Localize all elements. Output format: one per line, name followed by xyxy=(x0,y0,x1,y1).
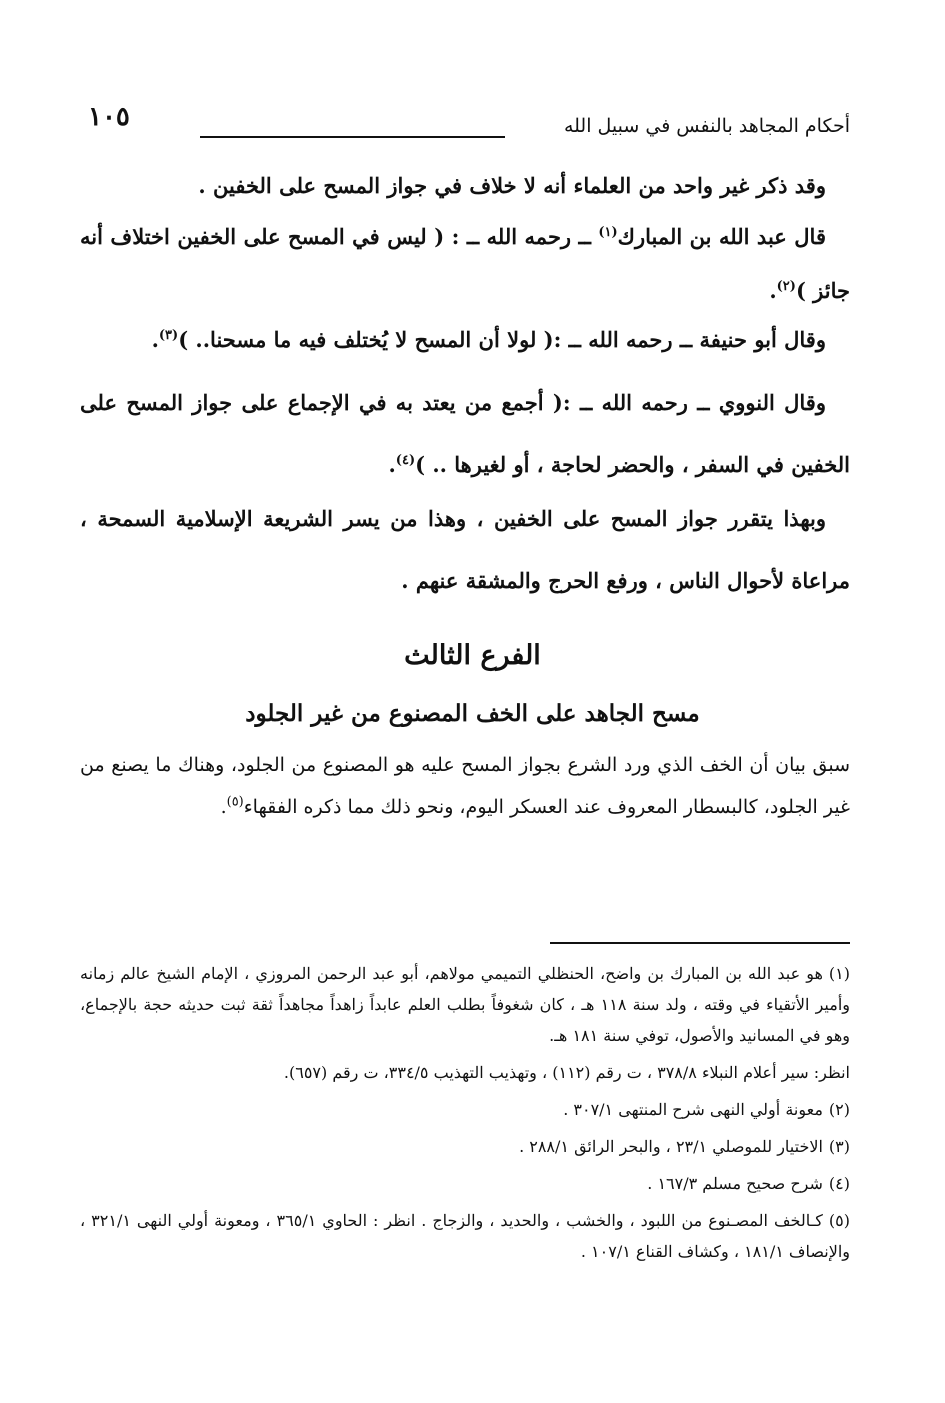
footnote-number: (٣) xyxy=(828,1137,850,1156)
footnote-1 xyxy=(80,958,850,1051)
paragraph-text: قال عبد الله بن المبارك xyxy=(617,224,826,249)
running-title: أحكام المجاهد بالنفس في سبيل الله xyxy=(563,115,850,137)
footnote-text: انظر: سير أعلام النبلاء ٣٧٨/٨ ، ت رقم (١١٢) ، وتهذيب التهذيب ٣٣٤/٥، ت رقم (٦٥٧). xyxy=(283,1063,850,1082)
paragraph-end: . xyxy=(769,278,777,303)
section-heading: الفرع الثالث xyxy=(404,640,541,671)
paragraph-non-leather-khuff xyxy=(80,744,850,828)
paragraph-text: وقال النووي ــ رحمه الله ــ :( أجمع من يعتد به في الإجماع على جواز المسح على الخفين في السفر ، والحضر لحاجة ، أو لغيرها .. ) xyxy=(80,390,850,477)
paragraph-text: وقال أبو حنيفة ــ رحمه الله ــ :( لولا أن المسح لا يُختلف فيه ما مسحنا.. ) xyxy=(178,327,826,352)
footnote-3 xyxy=(80,1131,850,1162)
header-rule xyxy=(200,136,505,138)
page-number: ١٠٥ xyxy=(88,102,130,132)
footnote-ref-4[interactable]: (٤) xyxy=(395,453,416,468)
paragraph-end: . xyxy=(151,327,159,352)
paragraph-nawawi xyxy=(80,372,850,496)
paragraph-ibn-al-mubarak xyxy=(80,210,850,318)
section-subheading: مسح الجاهد على الخف المصنوع من غير الجلود xyxy=(245,700,700,727)
paragraph-text: وقد ذكر غير واحد من العلماء أنه لا خلاف في جواز المسح على الخفين . xyxy=(198,173,826,198)
footnote-ref-2[interactable]: (٢) xyxy=(776,279,796,294)
footnotes xyxy=(80,958,850,1273)
footnote-ref-1[interactable]: (١) xyxy=(598,225,618,240)
footnote-text: معونة أولي النهى شرح المنتهى ٣٠٧/١ . xyxy=(563,1100,823,1119)
footnote-5 xyxy=(80,1205,850,1267)
paragraph-consensus xyxy=(80,168,850,204)
paragraph-abu-hanifa xyxy=(80,320,850,360)
paragraph-conclusion xyxy=(80,488,850,612)
footnote-ref-5[interactable]: (٥) xyxy=(226,794,244,810)
footnote-number: (٢) xyxy=(828,1100,850,1119)
footnote-number: (١) xyxy=(828,964,850,983)
footnote-rule xyxy=(550,942,850,944)
footnote-text: هو عبد الله بن المبارك بن واضح، الحنظلي التميمي مولاهم، أبو عبد الرحمن المروزي ، الإمام الشيخ عالم زمانه وأمير الأتقياء في وقته ، ولد سنة ١١٨ هـ ، كان شغوفاً بطلب العلم عابداً زاهداً مجاهداً ثقة ثبت حديثه حجة بالإجماع، وهو في المسانيد والأصول، توفي سنة ١٨١ هـ. xyxy=(80,964,851,1045)
footnote-4 xyxy=(80,1168,850,1199)
footnote-1-sources xyxy=(80,1057,850,1088)
footnote-2 xyxy=(80,1094,850,1125)
paragraph-text: ــ رحمه الله ــ : ( ليس في المسح على الخفين اختلاف أنه جائز ) xyxy=(80,224,850,303)
footnote-text: شرح صحيح مسلم ١٦٧/٣ . xyxy=(647,1174,823,1193)
paragraph-text: وبهذا يتقرر جواز المسح على الخفين ، وهذا من يسر الشريعة الإسلامية السمحة ، مراعاة لأحوال الناس ، ورفع الحرج والمشقة عنهم . xyxy=(80,506,850,593)
paragraph-text: سبق بيان أن الخف الذي ورد الشرع بجواز المسح عليه هو المصنوع من الجلود، وهناك ما يصنع من غير الجلود، كالبسطار المعروف عند العسكر اليوم، ونحو ذلك مما ذكره الفقهاء xyxy=(80,754,850,818)
footnote-number: (٤) xyxy=(828,1174,850,1193)
footnote-text: كـالخف المصـنوع من اللبود ، والخشب ، والحديد ، والزجاج . انظر : الحاوي ٣٦٥/١ ، ومعونة أولي النهى ٣٢١/١ ، والإنصاف ١٨١/١ ، وكشاف القناع ١٠٧/١ . xyxy=(80,1211,850,1261)
footnote-number: (٥) xyxy=(828,1211,850,1230)
footnote-ref-3[interactable]: (٣) xyxy=(158,328,179,343)
paragraph-end: . xyxy=(388,452,396,477)
paragraph-end: . xyxy=(220,796,227,818)
footnote-text: الاختيار للموصلي ٢٣/١ ، والبحر الرائق ٢٨٨/١ . xyxy=(519,1137,823,1156)
